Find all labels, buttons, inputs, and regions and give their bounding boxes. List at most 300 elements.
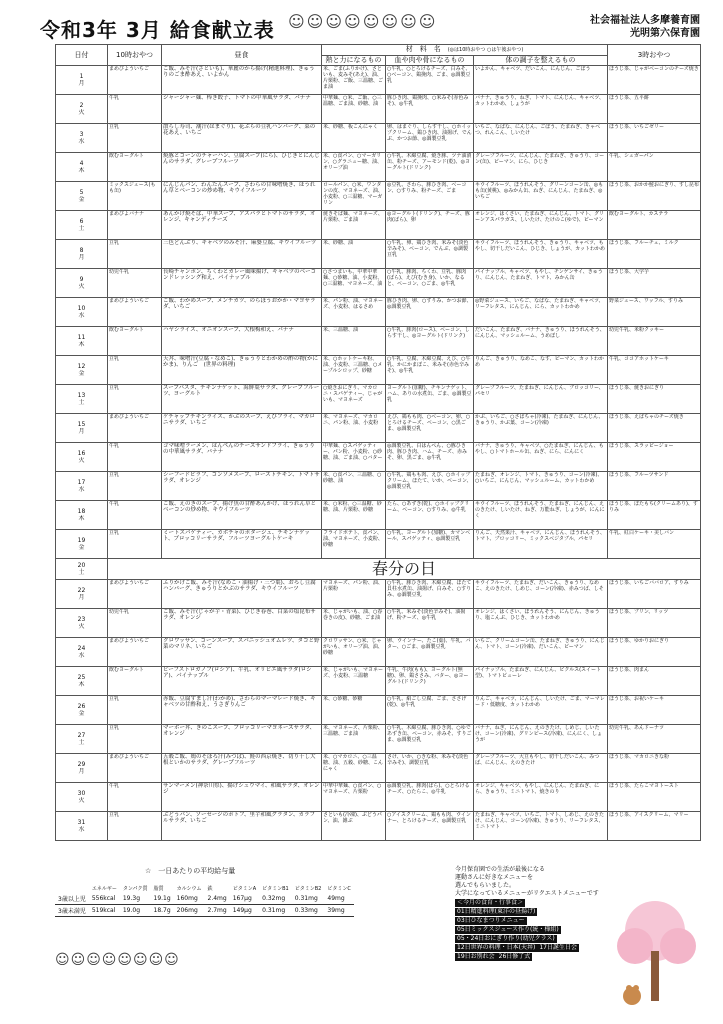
day-number: 27 — [77, 732, 86, 739]
lunch-cell-text: サンマーメン(神奈川県)、揚げシュウマイ、和風サラダ、オレンジ — [163, 783, 320, 795]
org-line1: 社会福祉法人多摩養育園 — [590, 15, 700, 26]
blood-cell — [386, 153, 474, 182]
lunch-cell-text: 五穀ご飯、鶏のそぼろ汁(みつば)、鮭の西京焼き、切り干し大根といかのサラダ、グレープフルーツ — [163, 754, 316, 766]
snack10-cell — [108, 530, 162, 559]
snack3-cell — [608, 211, 701, 240]
lunch-cell — [162, 472, 322, 501]
table-row — [56, 609, 701, 638]
lunch-cell — [162, 66, 322, 95]
snack10-cell — [108, 501, 162, 530]
snack3-cell-text: ほうじ茶、五平餅 — [609, 95, 650, 101]
nutrition-header: カルシウム — [176, 886, 202, 892]
lunch-cell — [162, 269, 322, 298]
notice-line: 大学になっているメニューがリクエストメニューです — [455, 890, 599, 897]
heat-cell-text: 焼きそば麺、マヨネーズ、片栗粉、ごま油 — [323, 211, 383, 223]
nutrition-header: 脂質 — [153, 886, 164, 892]
snack10-cell — [108, 667, 162, 696]
blood-cell — [386, 609, 474, 638]
heat-cell — [322, 725, 386, 754]
snack3-cell-text: 野菜ジュース、ワッフル、すりみ — [609, 298, 683, 304]
snack10-cell — [108, 783, 162, 812]
heat-cell — [322, 414, 386, 443]
day-number: 26 — [77, 703, 86, 710]
blood-cell — [386, 240, 474, 269]
snack3-cell-text: ほうじ茶、ぼたもち(クリームあり)、すりみ — [609, 501, 698, 513]
nutrition-cell: 19.3g — [120, 893, 151, 905]
snack3-cell-text: ほうじ茶、アイスクリーム、マリー — [609, 812, 689, 818]
heat-cell — [322, 240, 386, 269]
date-cell — [56, 812, 108, 841]
day-number: 13 — [77, 392, 86, 399]
snack10-cell-text: 牛乳 — [109, 783, 120, 789]
notice-panel — [455, 866, 700, 1016]
snack3-cell — [608, 754, 701, 783]
body-cell-text: りんご、きゅうり、なめこ、なす、ピーマン、カットわかめ — [475, 356, 604, 368]
day-number: 11 — [77, 334, 86, 341]
page-title: 令和3年 3月 給食献立表 — [40, 18, 275, 42]
col-ingredients — [322, 45, 608, 56]
snack3-cell — [608, 812, 701, 841]
heat-cell — [322, 580, 386, 609]
snack10-cell-text: 牛乳 — [109, 443, 120, 449]
snack3-cell-text: ほうじ茶、じゃがベーコンのチーズ焼き — [609, 66, 699, 72]
heat-cell-text: 米、○ホットケーキ粉、油、小麦粉、三温糖、○メープルシロップ、砂糖 — [323, 356, 383, 374]
notice-line: 05日ミックスジュース作り(統・樺組) — [457, 926, 559, 933]
lunch-cell — [162, 754, 322, 783]
body-cell — [474, 638, 608, 667]
nutrition-cell: 206mg — [174, 905, 205, 917]
col-date: 日付 — [56, 45, 108, 66]
blood-cell-text: ○牛乳、豚肉、ちくわ、豆乳、豚肉(ばら)、えび(むき身)、いか、なると、ベーコン、○ごま、◎牛乳 — [387, 269, 467, 287]
snack3-cell-text: ほうじ茶、お祝いケーキ — [609, 696, 665, 702]
body-cell — [474, 95, 608, 124]
snack10-cell-text: 飲むヨーグルト — [109, 327, 144, 333]
blood-cell — [386, 812, 474, 841]
nutrition-cell: 3歳以上児 — [55, 893, 89, 905]
org-line2: 光明第六保育園 — [630, 28, 700, 39]
blood-cell-text: ○牛乳、豚ひき肉、木綿豆腐、ほたて貝柱水煮缶、油揚げ、白みそ、○すりみ、◎調製豆乳 — [387, 580, 472, 598]
body-cell-text: たまねぎ、キャベツ、いちご、トマト、しめじ、えのきたけ、にんじん、コーン(冷凍)、きゅうり、リーフレタス、ミニトマト — [475, 812, 605, 830]
heat-cell — [322, 530, 386, 559]
snack10-cell-text: 豆乳 — [109, 696, 120, 702]
snack3-cell-text: ほうじ茶、いちごババロア、すりみ — [609, 580, 689, 586]
weekday: 月 — [78, 80, 85, 87]
snack10-cell — [108, 95, 162, 124]
nutrition-header: ビタミンA — [232, 886, 257, 892]
weekday: 土 — [78, 225, 85, 232]
body-cell-text: キウイフルーツ、たまねぎ、だいこん、きゅうり、なめこ、えのきたけ、しめじ、コーン(冷凍)、赤みつば、しそ — [475, 580, 604, 592]
blood-cell-text: ○牛乳、木綿豆腐、焼き豚、ツナ油漬缶、粉チーズ、アーモンド(乾)、◎ヨーグルト(ドリンク) — [387, 153, 472, 171]
weekday: 金 — [78, 710, 85, 717]
blood-cell — [386, 327, 474, 356]
date-cell — [56, 443, 108, 472]
body-cell-text: たまねぎ、オレンジ、トマト、きゅうり、コーン(冷凍)、○いちご、にんじん、マッシュルーム、カットわかめ — [475, 472, 603, 484]
heat-cell-text: ○さつまいも、中華中華麺、○砂糖、油、小麦粉、○三温糖、マヨネーズ、油 — [323, 269, 383, 287]
nutrition-header — [55, 884, 89, 893]
body-cell — [474, 696, 608, 725]
notice-line: ＜今月の食育・行事食＞ — [457, 899, 524, 906]
body-cell — [474, 501, 608, 530]
table-row — [56, 66, 701, 95]
snack3-cell — [608, 124, 701, 153]
body-cell-text: オレンジ、はくさい、たまねぎ、にんじん、トマト、グリーンアスパラガス、しいたけ、たけのこ(ゆで)、ピーマン — [475, 211, 605, 223]
nutrition-cell: 18.7g — [151, 905, 174, 917]
body-cell-text: グレープフルーツ、大豆もやし、切干しだいこん、みつば、にんじん、えのきたけ — [475, 754, 600, 766]
day-number: 31 — [77, 819, 86, 826]
body-cell — [474, 124, 608, 153]
body-cell-text: いちご、なばな、にんじん、ごぼう、たまねぎ、きゃべつ、れんこん、しいたけ — [475, 124, 601, 136]
weekday: 金 — [78, 370, 85, 377]
blood-cell-text: 卵、ウインナー、たこ(茹)、牛乳、バター、○ごま、◎調製豆乳 — [387, 638, 471, 650]
blood-cell-text: たら、○あずき(乾)、○ホイップクリーム、ベーコン、○すりみ、◎牛乳 — [387, 501, 470, 513]
day-number: 19 — [77, 537, 86, 544]
day-number: 5 — [79, 189, 84, 196]
col-snack10: 10時おやつ — [108, 45, 162, 66]
blood-cell — [386, 580, 474, 609]
date-cell — [56, 356, 108, 385]
heat-cell — [322, 812, 386, 841]
weekday: 木 — [78, 681, 85, 688]
heat-cell — [322, 182, 386, 211]
snack10-cell — [108, 182, 162, 211]
table-row — [56, 783, 701, 812]
snack10-cell-text: 飲むヨーグルト — [109, 153, 144, 159]
weekday: 月 — [78, 428, 85, 435]
snack10-cell-text: 豆乳 — [109, 472, 120, 478]
holiday-label: 春分の日 — [108, 559, 701, 580]
blood-cell — [386, 66, 474, 95]
nutrition-header: タンパク質 — [122, 886, 148, 892]
table-row — [56, 124, 701, 153]
heat-cell-text: フライドポテト、食パン、油、マヨネーズ、小麦粉、砂糖 — [323, 530, 383, 548]
col-snack3: 3時おやつ — [608, 45, 701, 66]
date-cell — [56, 725, 108, 754]
snack3-cell-text: ほうじ茶、たらこマヨトースト — [609, 783, 679, 789]
lunch-cell-text: 赤飯、豆腐すまし汁(わかめ)、さわらのマーマレード焼き、キャベツの甘酢和え、うさぎりんご — [163, 696, 316, 708]
date-cell — [56, 153, 108, 182]
heat-cell — [322, 609, 386, 638]
heat-cell — [322, 327, 386, 356]
weekday: 火 — [78, 283, 85, 290]
day-number: 17 — [77, 479, 86, 486]
snack3-cell — [608, 725, 701, 754]
date-cell — [56, 66, 108, 95]
table-row — [56, 501, 701, 530]
kids-decoration-bottom-icon: ☺☺☺☺☺☺☺☺ — [55, 952, 180, 968]
heat-cell — [322, 211, 386, 240]
lunch-cell-text: スープパスタ、チキンナゲット、海鮮葉サラダ、グレープフルーツ、ヨーグルト — [163, 385, 320, 397]
blood-cell-text: ○牛乳、卵、鶏ひき肉、米みそ(淡色辛みそ)、ベーコン、でんぶ、◎調製豆乳 — [387, 240, 469, 258]
body-cell — [474, 609, 608, 638]
blood-cell-text: えび、鶏もも肉、○ベーコン、卵、○とろけるチーズ、ベーコン、○黒ごま、◎調製豆乳 — [387, 414, 471, 432]
blood-cell-text: ◎調製豆乳、豚肉(ばら)、○とろけるチーズ、○たらこ、◎牛乳 — [387, 783, 470, 795]
heat-cell-text: 米、ごま(ふりかけ)、さといも、麦みそ(あえ)、油、片栗粉、ご飯、三温糖、ごま油 — [323, 66, 384, 90]
lunch-cell-text: 長崎チャンポン、ちくわとカレー風味揚げ、キャベツのベーコンドレッシング和え、パイナップル — [163, 269, 317, 281]
heat-cell-text: 米、○食パン、三温糖、○砂糖、油 — [323, 472, 382, 484]
body-cell-text: パイナップル、キャベツ、もやし、チンゲンサイ、きゅうり、にんじん、たまねぎ、トマト、みかん缶 — [475, 269, 603, 281]
day-number: 2 — [79, 102, 84, 109]
snack10-cell — [108, 327, 162, 356]
blood-cell-text: 豚ひき肉、鶏挽肉、○米みそ(赤色みそ)、◎牛乳 — [387, 95, 469, 107]
blood-cell-text: ヨーグルト(加糖)、チキンナゲット、ハム、ありの水煮缶、ごま、◎調製豆乳 — [387, 385, 472, 403]
snack10-cell-text: 牛乳 — [109, 95, 120, 101]
heat-cell-text: 米、じゃがいも、油、○春巻きの皮)、砂糖、ごま油 — [323, 609, 383, 621]
snack3-cell-text: ほうじ茶、フルーチェ、ミルク — [609, 240, 679, 246]
nutrition-cell: 167μg — [230, 893, 259, 905]
blood-cell-text: 豚ひき肉、卵、○すりみ、かつお節、◎調製豆乳 — [387, 298, 472, 310]
weekday: 水 — [78, 486, 85, 493]
blood-cell-text: ◎ヨーグルト(ドリンク)、チーズ、豚肉(ばら)、卵 — [387, 211, 470, 223]
table-row — [56, 182, 701, 211]
body-cell-text: りんご、キャベツ、にんじん、しいたけ、ごま、マーマレード・低糖度、カットわかめ — [475, 696, 605, 708]
weekday: 月 — [78, 594, 85, 601]
snack10-cell — [108, 356, 162, 385]
blood-cell — [386, 501, 474, 530]
heat-cell — [322, 754, 386, 783]
snack10-cell-text: 豆乳 — [109, 356, 120, 362]
blood-cell-text: ○牛乳、豚肉(ロース)、ベーコン、しらす干し、◎ヨーグルト(ドリンク) — [387, 327, 470, 339]
heat-cell-text: さといも(冷凍)、ぶどうパン、油、雑ぷ — [323, 812, 382, 824]
table-row — [56, 754, 701, 783]
nutrition-cell: 519kcal — [89, 905, 120, 917]
nutrition-cell: 3歳未満児 — [55, 905, 89, 917]
table-row — [56, 211, 701, 240]
lunch-cell — [162, 356, 322, 385]
table-row — [56, 153, 701, 182]
day-number: 16 — [77, 450, 86, 457]
snack3-cell-text: ほうじ茶、フルーツサンド — [609, 472, 669, 478]
heat-cell — [322, 66, 386, 95]
lunch-cell — [162, 327, 322, 356]
nutrition-cell: 160mg — [174, 893, 205, 905]
snack3-cell-text: ほうじ茶、プリン、リッツ — [609, 609, 669, 615]
snack10-cell — [108, 211, 162, 240]
blood-cell — [386, 443, 474, 472]
table-row — [56, 530, 701, 559]
lunch-cell — [162, 124, 322, 153]
lunch-cell-text: マーボー丼、きのこスープ、ブロッコリーマヨネーズサラダ、オレンジ — [163, 725, 316, 737]
heat-cell-text: 米、砂糖、板こんにゃく — [323, 124, 378, 130]
snack3-cell — [608, 580, 701, 609]
snack10-cell — [108, 443, 162, 472]
heat-cell-text: 中華中華麺、○食パン、○マヨネーズ、片栗粉 — [323, 783, 382, 795]
weekday: 金 — [78, 196, 85, 203]
col-blood: 血や肉や骨になるもの — [386, 56, 474, 66]
snack3-cell-text: ほうじ茶、いちごゼリー — [609, 124, 665, 130]
heat-cell-text: 米、○米粉、○三温糖、砂糖、油、片栗粉、砂糖 — [323, 501, 382, 513]
body-cell — [474, 327, 608, 356]
table-row — [56, 327, 701, 356]
lunch-cell — [162, 696, 322, 725]
snack10-cell-text: 豆乳 — [109, 812, 120, 818]
nutrition-cell: 19.1g — [151, 893, 174, 905]
day-number: 23 — [77, 616, 86, 623]
body-cell-text: ◎野菜ジュース、いちご、なばな、たまねぎ、キャベツ、リーフレタス、にんじん、にら、カットわかめ — [475, 298, 604, 310]
snack10-cell — [108, 754, 162, 783]
blood-cell — [386, 530, 474, 559]
table-row — [56, 298, 701, 327]
body-cell-text: いちご、クリームコーン缶、たまねぎ、きゅうり、にんじん、トマト、コーン(冷凍)、だいこん、ピーマン — [475, 638, 605, 650]
snack10-cell — [108, 124, 162, 153]
lunch-cell-text: シーフードピラフ、コンソメスープ、ローストチキン、トマトサラダ、オレンジ — [163, 472, 320, 484]
body-cell — [474, 580, 608, 609]
day-number: 18 — [77, 508, 86, 515]
table-row — [56, 414, 701, 443]
blood-cell — [386, 385, 474, 414]
lunch-cell-text: ご飯、みそ汁(じゃが芋・青菜)、ひじき春巻、白菜の塩昆布サラダ、オレンジ — [163, 609, 316, 621]
body-cell — [474, 754, 608, 783]
body-cell — [474, 783, 608, 812]
heat-cell-text: 米、マヨネーズ、マカロニ、パン粉、油、小麦粉 — [323, 414, 379, 426]
body-cell — [474, 211, 608, 240]
heat-cell-text: ○焼きおにぎり、マカロニ・スパゲティー、じゃがいも、マヨネーズ — [323, 385, 383, 403]
notice-line: 03日ひなまつりメニュー — [457, 917, 525, 924]
date-cell — [56, 783, 108, 812]
table-row — [56, 580, 701, 609]
blood-cell-text: ○牛乳、木綿豆腐、豚ひき肉、○ゆであずき缶、ベーコン、赤みそ、すりごま、◎調製豆乳 — [387, 725, 472, 743]
body-cell-text: いよかん、キャベツ、だいこん、にんじん、ごぼう — [475, 66, 591, 72]
snack10-cell-text: まめびよういちご — [109, 414, 150, 420]
blood-cell — [386, 725, 474, 754]
lunch-cell-text: 三色どんぶり、キャベツのみそ汁、麻婆豆腐、キウイフルーツ — [163, 240, 317, 246]
weekday: 水 — [78, 652, 85, 659]
day-number: 30 — [77, 790, 86, 797]
day-number: 1 — [79, 73, 84, 80]
blood-cell — [386, 472, 474, 501]
snack10-cell-text: 飲むヨーグルト — [109, 667, 144, 673]
body-cell — [474, 472, 608, 501]
snack10-cell — [108, 269, 162, 298]
heat-cell — [322, 269, 386, 298]
snack10-cell — [108, 472, 162, 501]
weekday: 木 — [78, 515, 85, 522]
body-cell-text: オレンジ、キャベツ、もやし、にんじん、たまねぎ、にら、きゅうり、ミニトマト、焼きのり — [475, 783, 600, 795]
snack10-cell — [108, 638, 162, 667]
blood-cell — [386, 638, 474, 667]
weekday: 水 — [78, 138, 85, 145]
snack3-cell — [608, 327, 701, 356]
heat-cell-text: 米、マヨネーズ、片栗粉、三温糖、ごま油 — [323, 725, 383, 737]
snack3-cell — [608, 95, 701, 124]
snack3-cell-text: 牛乳、シュガーパン — [609, 153, 654, 159]
nutrition-row-under3 — [55, 905, 354, 917]
snack3-cell-text: ほうじ茶、ゆかりおにぎり — [609, 638, 670, 644]
snack3-cell — [608, 269, 701, 298]
date-cell — [56, 580, 108, 609]
body-cell — [474, 385, 608, 414]
snack3-cell — [608, 530, 701, 559]
snack10-cell-text: 幼児牛乳 — [109, 609, 130, 615]
body-cell-text: オレンジ、はくさい、ほうれんそう、にんじん、きゅうり、塩こんぶ、ひじき、カットわかめ — [475, 609, 600, 621]
date-cell — [56, 269, 108, 298]
table-row — [56, 667, 701, 696]
lunch-cell — [162, 501, 322, 530]
notice-line: 今月保育園での生活が最後になる — [455, 866, 546, 873]
day-number: 29 — [77, 761, 86, 768]
body-cell — [474, 66, 608, 95]
blood-cell-text: ◎調製豆乳、白はんぺん、○豚ひき肉、豚ひき肉、ハム、チーズ、赤みそ、卵、黒ごま、◎牛乳 — [387, 443, 468, 461]
table-row — [56, 696, 701, 725]
snack10-cell-text: まめびよバナナ — [109, 211, 145, 217]
nutrition-header-row — [55, 884, 354, 893]
heat-cell — [322, 124, 386, 153]
snack3-cell — [608, 472, 701, 501]
snack10-cell-text: まめびよういちご — [109, 298, 150, 304]
snack10-cell-text: 幼児牛乳 — [109, 269, 130, 275]
notice-line: 選んでもらいました。 — [455, 882, 516, 889]
snack3-cell-text: ほうじ茶、大学芋 — [609, 269, 650, 275]
table-row — [56, 356, 701, 385]
lunch-cell — [162, 667, 322, 696]
lunch-cell-text: ハヤシライス、オニオンスープ、大根梅和え、バナナ — [163, 327, 294, 333]
nutrition-cell: 2.4mg — [205, 893, 230, 905]
body-cell — [474, 240, 608, 269]
table-row — [56, 638, 701, 667]
date-cell — [56, 501, 108, 530]
body-cell-text: バナナ、ねぎ、にんじん、えのきたけ、しめじ、しいたけ、コーン(冷凍)、グリンピース(冷凍)、にんにく、しょうが — [475, 725, 602, 743]
blood-cell — [386, 667, 474, 696]
notice-line: 19日お別れ会 — [457, 953, 495, 960]
nutrition-cell: 556kcal — [89, 893, 120, 905]
body-cell — [474, 182, 608, 211]
weekday: 木 — [78, 167, 85, 174]
nutrition-header: 鉄 — [207, 886, 213, 892]
heat-cell-text: 中華麺、○米、ご飯、○三温糖、ごま油、砂糖、油 — [323, 95, 382, 107]
lunch-cell-text: ビーフストロガノフ(ロシア)、牛乳、オリビエ風サラダ(ロシア)、パイナップル — [163, 667, 312, 679]
lunch-cell-text: ジャージャー麺、棒き餃子、トマトの中華風サラダ、バナナ — [163, 95, 311, 101]
day-number: 24 — [77, 645, 86, 652]
weekday: 火 — [78, 797, 85, 804]
menu-table — [55, 44, 701, 841]
body-cell — [474, 298, 608, 327]
date-cell — [56, 609, 108, 638]
body-cell — [474, 153, 608, 182]
ingredients-label: 材 料 名 — [405, 45, 441, 53]
nutrition-cell: 2.7mg — [205, 905, 230, 917]
body-cell-text: りんご、天然果汁、キャベツ、にんじん、ほうれんそう、トマト、ブロッコリー、ミックスベジタブル、パセリ — [475, 530, 605, 542]
table-row — [56, 812, 701, 841]
snack10-cell-text: 豆乳 — [109, 530, 120, 536]
heat-cell-text: 米、じゃがいも、マヨネーズ、小麦粉、三温糖 — [323, 667, 384, 679]
lunch-cell — [162, 182, 322, 211]
body-cell-text: キウイフルーツ、ほうれんそう、グリーンコーン缶、◎もも缶(黄桃)、◎みかん缶、ねぎ、にんじん、たまねぎ、◎いちご — [475, 182, 604, 200]
blood-cell — [386, 95, 474, 124]
nutrition-cell: 39mg — [324, 905, 354, 917]
ingredients-legend: (◎は10時おやつ ○は午後おやつ) — [447, 47, 524, 53]
lunch-cell-text: ご飯、わかめスープ、メンチカツ、のらぼうおかか・マヨサラダ、いちご — [163, 298, 316, 310]
kids-decoration-icon: ☺☺☺☺☺☺☺☺ — [288, 12, 438, 31]
heat-cell — [322, 696, 386, 725]
heat-cell — [322, 472, 386, 501]
date-cell — [56, 124, 108, 153]
snack3-cell — [608, 153, 701, 182]
nutrition-cell: 149μg — [230, 905, 259, 917]
snack10-cell — [108, 725, 162, 754]
notice-box — [455, 866, 605, 961]
day-number: 15 — [77, 421, 86, 428]
body-cell — [474, 356, 608, 385]
date-cell — [56, 414, 108, 443]
date-cell — [56, 385, 108, 414]
day-number: 9 — [79, 276, 84, 283]
day-number: 8 — [79, 247, 84, 254]
date-cell — [56, 240, 108, 269]
blood-cell-text: 卵、はまぐり、しらす干し、○ホイップクリーム、鶏ひき肉、油揚げ、でんぶ、かつお節、◎調製豆乳 — [387, 124, 472, 142]
day-number: 3 — [79, 131, 84, 138]
body-cell-text: かぶ、いちご、○さばちゃ(冷凍)、たまねぎ、にんじん、きゅうり、かぶ葉、コーン(冷凍) — [475, 414, 604, 426]
weekday: 金 — [78, 544, 85, 551]
nutrition-cell: 0.31mg — [259, 905, 292, 917]
